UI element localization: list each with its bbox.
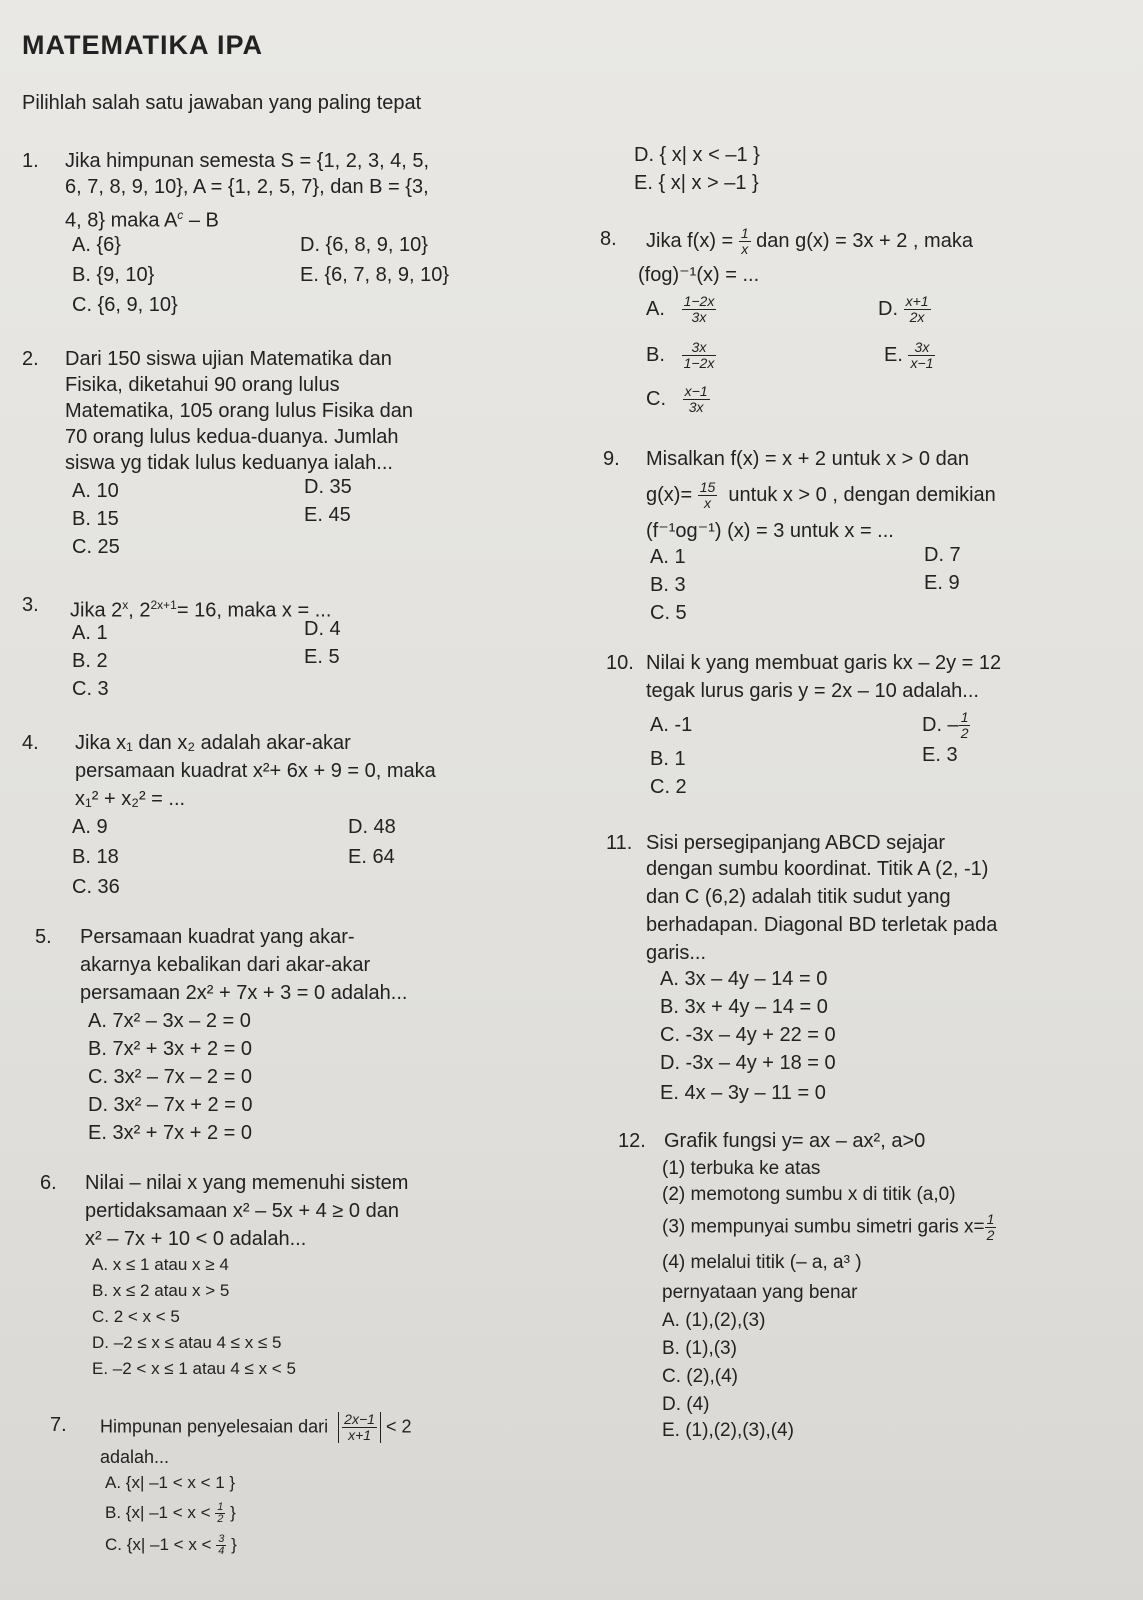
q12-text-line: pernyataan yang benar: [662, 1282, 858, 1303]
q3-option-a: A. 1: [72, 622, 108, 644]
q8-option-e: E. $\frac{3x}{x-1}$: [884, 339, 934, 371]
q4-option-c: C. 36: [72, 876, 120, 898]
q6-text-line: Nilai – nilai x yang memenuhi sistem: [85, 1172, 409, 1194]
q6-option-c: C. 2 < x < 5: [92, 1307, 180, 1326]
q12-statement: (2) memotong sumbu x di titik (a,0): [662, 1184, 956, 1205]
q5-option-b: B. 7x² + 3x + 2 = 0: [88, 1038, 252, 1060]
q2-text-line: Matematika, 105 orang lulus Fisika dan: [65, 400, 413, 422]
q6-option-b: B. x ≤ 2 atau x > 5: [92, 1281, 230, 1300]
q10-text-line: tegak lurus garis y = 2x – 10 adalah...: [646, 680, 979, 702]
q9-text-line: Misalkan f(x) = x + 2 untuk x > 0 dan: [646, 448, 969, 470]
q7-option-d: D. { x| x < –1 }: [634, 144, 760, 166]
q9-text-line: (f⁻¹og⁻¹) (x) = 3 untuk x = ...: [646, 520, 894, 542]
q12-option-c: C. (2),(4): [662, 1366, 738, 1387]
page-title: MATEMATIKA IPA: [22, 30, 263, 60]
q8-text-line: Jika f(x) = $\frac{1}{x}$ dan g(x) = 3x + 2 , maka: [646, 225, 973, 257]
q12-option-b: B. (1),(3): [662, 1338, 737, 1359]
q12-statement: (3) mempunyai sumbu simetri garis x= $\frac{1}{2}$: [662, 1211, 995, 1243]
q6-option-a: A. x ≤ 1 atau x ≥ 4: [92, 1255, 229, 1274]
q1-option-a: A. {6}: [72, 234, 121, 256]
q8-text-line: (fog)⁻¹(x) = ...: [638, 264, 760, 286]
q12-option-e: E. (1),(2),(3),(4): [662, 1420, 794, 1441]
q1-option-e: E. {6, 7, 8, 9, 10}: [300, 264, 450, 286]
q2-option-e: E. 45: [304, 504, 351, 526]
q1-option-d: D. {6, 8, 9, 10}: [300, 234, 428, 256]
q1-text-line: 6, 7, 8, 9, 10}, A = {1, 2, 5, 7}, dan B = {3,: [65, 176, 429, 198]
q7-text-line: Himpunan penyelesaian dari $\frac{2x-1}{x+1}$ < 2: [100, 1411, 412, 1443]
q10-option-c: C. 2: [650, 776, 687, 798]
q11-text-line: Sisi persegipanjang ABCD sejajar: [646, 832, 946, 854]
q4-number: 4.: [22, 732, 39, 754]
q5-text-line: persamaan 2x² + 7x + 3 = 0 adalah...: [80, 982, 408, 1004]
q2-text-line: 70 orang lulus kedua-duanya. Jumlah: [65, 426, 399, 448]
q9-option-a: A. 1: [650, 546, 686, 568]
q11-option-b: B. 3x + 4y – 14 = 0: [660, 996, 828, 1018]
q9-option-d: D. 7: [924, 544, 961, 566]
q11-option-a: A. 3x – 4y – 14 = 0: [660, 968, 828, 990]
q7-option-c: C. {x| –1 < x < $\frac{3}{4}$ }: [105, 1533, 237, 1558]
q12-statement: (4) melalui titik (– a, a³ ): [662, 1252, 862, 1273]
q5-option-c: C. 3x² – 7x – 2 = 0: [88, 1066, 252, 1088]
q7-option-b: B. {x| –1 < x < $\frac{1}{2}$ }: [105, 1501, 236, 1526]
q1-text-line: Jika himpunan semesta S = {1, 2, 3, 4, 5,: [65, 150, 430, 172]
q9-option-c: C. 5: [650, 602, 687, 624]
instruction: Pilihlah salah satu jawaban yang paling tepat: [22, 92, 422, 114]
q6-number: 6.: [40, 1172, 57, 1194]
q7-option-e: E. { x| x > –1 }: [634, 172, 759, 194]
q5-number: 5.: [35, 926, 52, 948]
q9-number: 9.: [603, 448, 620, 470]
q4-option-a: A. 9: [72, 816, 108, 838]
q5-option-a: A. 7x² – 3x – 2 = 0: [88, 1010, 251, 1032]
q8-number: 8.: [600, 228, 617, 250]
q12-text-line: Grafik fungsi y= ax – ax², a>0: [664, 1130, 926, 1152]
q10-option-b: B. 1: [650, 748, 686, 770]
q5-text-line: Persamaan kuadrat yang akar-: [80, 926, 355, 948]
q9-option-b: B. 3: [650, 574, 686, 596]
q11-option-d: D. -3x – 4y + 18 = 0: [660, 1052, 836, 1074]
q4-option-e: E. 64: [348, 846, 395, 868]
q10-option-e: E. 3: [922, 744, 958, 766]
q5-text-line: akarnya kebalikan dari akar-akar: [80, 954, 371, 976]
q6-option-e: E. –2 < x ≤ 1 atau 4 ≤ x < 5: [92, 1359, 296, 1378]
q2-text-line: Fisika, diketahui 90 orang lulus: [65, 374, 340, 396]
q12-option-a: A. (1),(2),(3): [662, 1310, 766, 1331]
q7-text-line: adalah...: [100, 1447, 170, 1467]
q7-option-a: A. {x| –1 < x < 1 }: [105, 1473, 236, 1492]
q11-text-line: berhadapan. Diagonal BD terletak pada: [646, 914, 998, 936]
q5-option-e: E. 3x² + 7x + 2 = 0: [88, 1122, 252, 1144]
q11-option-c: C. -3x – 4y + 22 = 0: [660, 1024, 836, 1046]
q7-number: 7.: [50, 1414, 67, 1436]
q11-option-e: E. 4x – 3y – 11 = 0: [660, 1082, 826, 1104]
q2-text-line: siswa yg tidak lulus keduanya ialah...: [65, 452, 393, 474]
q11-number: 11.: [606, 832, 633, 854]
q11-text-line: dan C (6,2) adalah titik sudut yang: [646, 886, 951, 908]
q3-number: 3.: [22, 594, 39, 616]
q2-option-a: A. 10: [72, 480, 119, 502]
q5-option-d: D. 3x² – 7x + 2 = 0: [88, 1094, 253, 1116]
q6-text-line: pertidaksamaan x² – 5x + 4 ≥ 0 dan: [85, 1200, 399, 1222]
q2-option-d: D. 35: [304, 476, 352, 498]
q3-option-d: D. 4: [304, 618, 341, 640]
q6-option-d: D. –2 ≤ x ≤ atau 4 ≤ x ≤ 5: [92, 1333, 282, 1352]
q4-option-d: D. 48: [348, 816, 396, 838]
q12-statement: (1) terbuka ke atas: [662, 1158, 821, 1179]
q12-option-d: D. (4): [662, 1394, 710, 1415]
q12-number: 12.: [618, 1130, 646, 1152]
q2-option-b: B. 15: [72, 508, 119, 530]
q2-text-line: Dari 150 siswa ujian Matematika dan: [65, 348, 392, 370]
q4-text-line: x₁² + x₂² = ...: [75, 788, 186, 810]
q10-option-d: D. – $\frac{1}{2}$: [922, 709, 969, 741]
q11-text-line: garis...: [646, 942, 707, 964]
q6-text-line: x² – 7x + 10 < 0 adalah...: [85, 1228, 307, 1250]
q3-option-e: E. 5: [304, 646, 340, 668]
q1-option-c: C. {6, 9, 10}: [72, 294, 178, 316]
q4-text-line: Jika x₁ dan x₂ adalah akar-akar: [75, 732, 351, 754]
q8-option-a: A. $\frac{1-2x}{3x}$: [646, 293, 715, 325]
q8-option-b: B. $\frac{3x}{1-2x}$: [646, 339, 715, 371]
q8-option-d: D. $\frac{x+1}{2x}$: [878, 293, 929, 325]
q1-option-b: B. {9, 10}: [72, 264, 155, 286]
q2-number: 2.: [22, 348, 39, 370]
q3-option-b: B. 2: [72, 650, 108, 672]
q10-text-line: Nilai k yang membuat garis kx – 2y = 12: [646, 652, 1002, 674]
q4-option-b: B. 18: [72, 846, 119, 868]
q3-text-line: Jika 2$^x$, $2^{2x+1}= 16$, maka x = ...: [70, 598, 332, 622]
q9-option-e: E. 9: [924, 572, 960, 594]
q4-text-line: persamaan kuadrat x²+ 6x + 9 = 0, maka: [75, 760, 436, 782]
q3-option-c: C. 3: [72, 678, 109, 700]
q2-option-c: C. 25: [72, 536, 120, 558]
q1-text-line: 4, 8} maka $A^c$ – B: [65, 208, 219, 232]
q10-number: 10.: [606, 652, 634, 674]
q8-option-c: C. $\frac{x-1}{3x}$: [646, 383, 708, 415]
q1-number: 1.: [22, 150, 39, 172]
q9-text-line: g(x)= $\frac{15}{x}$ untuk x > 0 , dengan demikian: [646, 479, 996, 511]
q11-text-line: dengan sumbu koordinat. Titik A (2, -1): [646, 858, 989, 880]
q10-option-a: A. -1: [650, 714, 693, 736]
